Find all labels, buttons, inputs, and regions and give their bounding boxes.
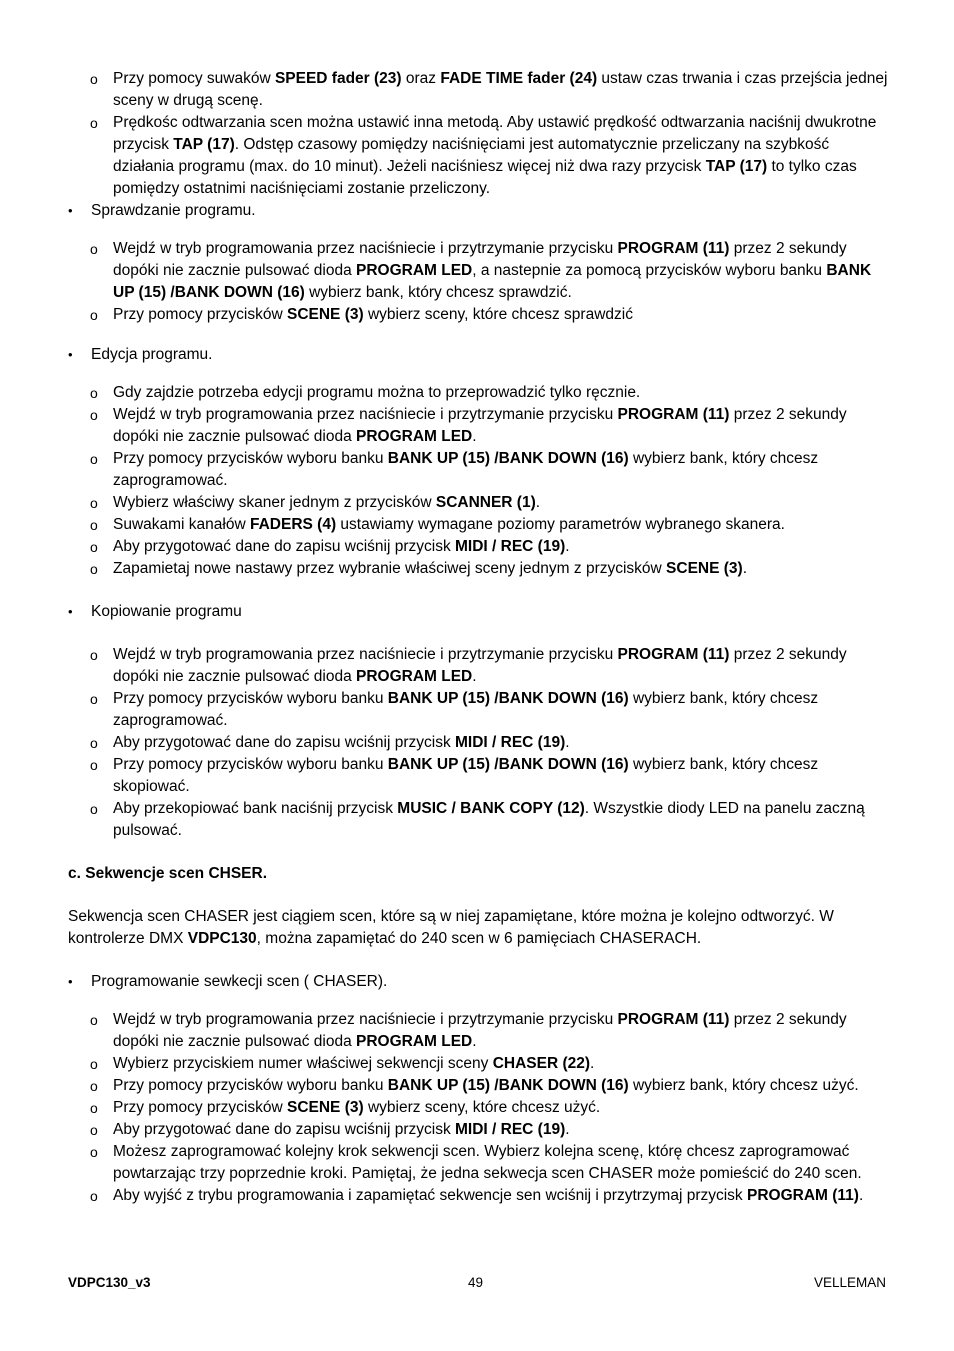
- circle-bullet-icon: o: [90, 1122, 98, 1138]
- text-run: , a nastepnie za pomocą przycisków wyboru banku: [472, 262, 827, 279]
- spacer: [68, 623, 888, 644]
- circle-bullet-icon: o: [90, 115, 98, 131]
- sub-list-item: [68, 382, 888, 404]
- sub-list-item: [68, 492, 888, 514]
- sub-list-item: [68, 732, 888, 754]
- sub-list-item: [68, 448, 888, 492]
- text-run: Prędkośc odtwarzania scen można ustawić inna metodą. Aby ustawić prędkość odtwarzania naciśnij dwukrotne przycisk: [113, 114, 877, 153]
- bold-term: SCENE (3): [666, 560, 743, 577]
- text-run: Kopiowanie programu: [91, 603, 242, 620]
- bullet-item: [68, 344, 888, 366]
- text-run: Aby przekopiować bank naciśnij przycisk: [113, 800, 398, 817]
- bold-term: VDPC130: [187, 930, 257, 947]
- text-run: Wybierz przyciskiem numer właściwej sekwencji sceny: [113, 1055, 493, 1072]
- circle-bullet-icon: o: [90, 241, 98, 257]
- bold-term: PROGRAM (11): [617, 240, 730, 257]
- sub-list-item: [68, 404, 888, 448]
- text-run: .: [472, 668, 477, 685]
- text-run: to tylko czas pomiędzy ostatnimi naciśnięciami zostanie przeliczony.: [113, 158, 857, 197]
- text-run: .: [472, 428, 477, 445]
- circle-bullet-icon: o: [90, 495, 98, 511]
- circle-bullet-icon: o: [90, 1100, 98, 1116]
- spacer: [68, 580, 888, 601]
- bullet-icon: •: [68, 347, 73, 362]
- bold-term: PROGRAM (11): [617, 1011, 730, 1028]
- sub-list-item: [68, 1097, 888, 1119]
- text-run: Przy pomocy przycisków wyboru banku: [113, 756, 388, 773]
- text-run: .: [590, 1055, 595, 1072]
- text-run: Sprawdzanie programu.: [91, 202, 256, 219]
- bold-term: SCENE (3): [286, 1099, 364, 1116]
- text-run: Edycja programu.: [91, 346, 213, 363]
- bold-term: PROGRAM LED: [356, 1033, 473, 1050]
- footer-model: VDPC130_v3: [68, 1275, 151, 1290]
- text-run: .: [565, 734, 570, 751]
- section-heading: [68, 863, 888, 885]
- text-run: .: [858, 1187, 864, 1204]
- circle-bullet-icon: o: [90, 801, 98, 817]
- bold-term: BANK UP (15) /BANK DOWN (16): [113, 262, 872, 301]
- text-run: wybierz bank, który chcesz zaprogramować.: [113, 690, 819, 729]
- circle-bullet-icon: o: [90, 517, 98, 533]
- sub-list-item: [68, 1141, 888, 1185]
- circle-bullet-icon: o: [90, 451, 98, 467]
- circle-bullet-icon: o: [90, 647, 98, 663]
- text-run: Aby wyjść z trybu programowania i zapamiętać sekwencje sen wciśnij i przytrzymaj przycisk: [113, 1187, 747, 1204]
- circle-bullet-icon: o: [90, 1056, 98, 1072]
- paragraph: [68, 906, 888, 950]
- sub-list-item: [68, 1185, 888, 1207]
- sub-list-item: [68, 68, 888, 112]
- bold-term: TAP (17): [705, 158, 768, 175]
- circle-bullet-icon: o: [90, 735, 98, 751]
- bullet-icon: •: [68, 974, 73, 989]
- text-run: Aby przygotować dane do zapisu wciśnij przycisk: [113, 734, 456, 751]
- text-run: Programowanie sewkecji scen ( CHASER).: [91, 973, 388, 990]
- circle-bullet-icon: o: [90, 407, 98, 423]
- text-run: wybierz sceny, które chcesz sprawdzić: [363, 306, 633, 323]
- circle-bullet-icon: o: [90, 307, 98, 323]
- text-run: .: [472, 1033, 477, 1050]
- bold-term: PROGRAM LED: [356, 262, 473, 279]
- text-run: przez 2 sekundy dopóki nie zacznie pulsować dioda: [113, 1011, 847, 1050]
- sub-list-item: [68, 754, 888, 798]
- text-run: Przy pomocy przycisków wyboru banku: [113, 690, 388, 707]
- sub-list-item: [68, 1119, 888, 1141]
- sub-list-item: [68, 798, 888, 842]
- circle-bullet-icon: o: [90, 757, 98, 773]
- sub-list-item: [68, 1075, 888, 1097]
- sub-list-item: [68, 558, 888, 580]
- bullet-item: [68, 971, 888, 993]
- bold-term: MIDI / REC (19): [455, 734, 566, 751]
- bold-term: BANK UP (15) /BANK DOWN (16): [387, 1077, 629, 1094]
- bullet-item: [68, 200, 888, 222]
- sub-list-item: [68, 112, 888, 200]
- text-run: Możesz zaprogramować kolejny krok sekwencji scen. Wybierz kolejna scenę, którę chcesz zaprogramować powtarzając trzy poprzednie kroki. Pamiętaj, że jedna sekwecja scen CHASER może pomieścić do 240 scen.: [113, 1143, 862, 1182]
- bold-term: FADE TIME fader (24): [440, 70, 598, 87]
- text-run: Zapamietaj nowe nastawy przez wybranie właściwej sceny jednym z przycisków: [113, 560, 667, 577]
- text-run: Przy pomocy suwaków: [113, 70, 275, 87]
- text-run: ustawiamy wymagane poziomy parametrów wybranego skanera.: [336, 516, 785, 533]
- bold-term: SCENE (3): [286, 306, 364, 323]
- spacer: [68, 222, 888, 238]
- bold-term: BANK UP (15) /BANK DOWN (16): [387, 690, 629, 707]
- bullet-icon: •: [68, 203, 73, 218]
- text-run: . Wszystkie diody LED na panelu zaczną pulsować.: [113, 800, 865, 839]
- sub-list-item: [68, 238, 888, 304]
- bold-term: PROGRAM LED: [356, 668, 473, 685]
- sub-list-item: [68, 304, 888, 326]
- text-run: wybierz bank, który chcesz sprawdzić.: [304, 284, 572, 301]
- spacer: [68, 885, 888, 906]
- text-run: przez 2 sekundy dopóki nie zacznie pulsować dioda: [113, 646, 847, 685]
- spacer: [68, 993, 888, 1009]
- bold-term: CHASER (22): [492, 1055, 591, 1072]
- bold-term: BANK UP (15) /BANK DOWN (16): [387, 450, 629, 467]
- circle-bullet-icon: o: [90, 561, 98, 577]
- text-run: Wybierz właściwy skaner jednym z przycisków: [113, 494, 436, 511]
- text-run: ustaw czas trwania i czas przejścia jednej sceny w drugą scenę.: [113, 70, 888, 109]
- circle-bullet-icon: o: [90, 691, 98, 707]
- bold-term: c. Sekwencje scen CHSER.: [68, 865, 268, 882]
- circle-bullet-icon: o: [90, 1144, 98, 1160]
- text-run: wybierz sceny, które chcesz użyć.: [363, 1099, 601, 1116]
- text-run: Aby przygotować dane do zapisu wciśnij przycisk: [113, 538, 456, 555]
- text-run: Wejdź w tryb programowania przez naciśniecie i przytrzymanie przycisku: [113, 1011, 618, 1028]
- spacer: [68, 950, 888, 971]
- bold-term: BANK UP (15) /BANK DOWN (16): [387, 756, 629, 773]
- text-run: .: [565, 538, 570, 555]
- spacer: [68, 842, 888, 863]
- text-run: wybierz bank, który chcesz użyć.: [628, 1077, 859, 1094]
- bold-term: SPEED fader (23): [274, 70, 402, 87]
- bold-term: MIDI / REC (19): [455, 1121, 566, 1138]
- circle-bullet-icon: o: [90, 385, 98, 401]
- bold-term: TAP (17): [173, 136, 235, 153]
- text-run: oraz: [401, 70, 441, 87]
- page-number: 49: [468, 1275, 484, 1290]
- text-run: Wejdź w tryb programowania przez naciśniecie i przytrzymanie przycisku: [113, 646, 618, 663]
- text-run: Wejdź w tryb programowania przez naciśniecie i przytrzymanie przycisku: [113, 240, 618, 257]
- document-body: [68, 68, 888, 1207]
- bullet-icon: •: [68, 604, 73, 619]
- spacer: [68, 366, 888, 382]
- circle-bullet-icon: o: [90, 71, 98, 87]
- spacer: [68, 326, 888, 344]
- bold-term: SCANNER (1): [435, 494, 536, 511]
- text-run: wybierz bank, który chcesz skopiować.: [113, 756, 819, 795]
- circle-bullet-icon: o: [90, 539, 98, 555]
- text-run: Przy pomocy przycisków: [113, 306, 287, 323]
- bullet-item: [68, 601, 888, 623]
- text-run: Przy pomocy przycisków: [113, 1099, 287, 1116]
- text-run: przez 2 sekundy dopóki nie zacznie pulsować dioda: [113, 240, 847, 279]
- text-run: Przy pomocy przycisków wyboru banku: [113, 1077, 388, 1094]
- bold-term: PROGRAM LED: [356, 428, 473, 445]
- text-run: Sekwencja scen CHASER jest ciągiem scen, które są w niej zapamiętane, które można je kolejno odtworzyć. W kontrolerze DMX: [68, 908, 834, 947]
- text-run: wybierz bank, który chcesz zaprogramować.: [113, 450, 819, 489]
- text-run: Aby przygotować dane do zapisu wciśnij przycisk: [113, 1121, 456, 1138]
- text-run: .: [565, 1121, 570, 1138]
- text-run: Gdy zajdzie potrzeba edycji programu można to przeprowadzić tylko ręcznie.: [113, 384, 641, 401]
- sub-list-item: [68, 688, 888, 732]
- circle-bullet-icon: o: [90, 1012, 98, 1028]
- sub-list-item: [68, 644, 888, 688]
- text-run: przez 2 sekundy dopóki nie zacznie pulsować dioda: [113, 406, 847, 445]
- text-run: , można zapamiętać do 240 scen w 6 pamięciach CHASERACH.: [256, 930, 702, 947]
- text-run: .: [535, 494, 541, 511]
- text-run: . Odstęp czasowy pomiędzy naciśnięciami jest automatycznie przeliczany na szybkość działania programu (max. do 10 minut). Jeżeli naciśniesz więcej niż dwa razy przycisk: [113, 136, 830, 175]
- sub-list-item: [68, 536, 888, 558]
- bold-term: PROGRAM (11): [746, 1187, 859, 1204]
- text-run: Suwakami kanałów: [113, 516, 250, 533]
- text-run: Wejdź w tryb programowania przez naciśniecie i przytrzymanie przycisku: [113, 406, 618, 423]
- bold-term: MIDI / REC (19): [455, 538, 566, 555]
- sub-list-item: [68, 1053, 888, 1075]
- bold-term: MUSIC / BANK COPY (12): [397, 800, 585, 817]
- bold-term: PROGRAM (11): [617, 646, 730, 663]
- sub-list-item: [68, 514, 888, 536]
- circle-bullet-icon: o: [90, 1078, 98, 1094]
- sub-list-item: [68, 1009, 888, 1053]
- circle-bullet-icon: o: [90, 1188, 98, 1204]
- footer-brand: VELLEMAN: [813, 1275, 886, 1290]
- text-run: Przy pomocy przycisków wyboru banku: [113, 450, 388, 467]
- bold-term: PROGRAM (11): [617, 406, 730, 423]
- bold-term: FADERS (4): [249, 516, 337, 533]
- text-run: .: [742, 560, 748, 577]
